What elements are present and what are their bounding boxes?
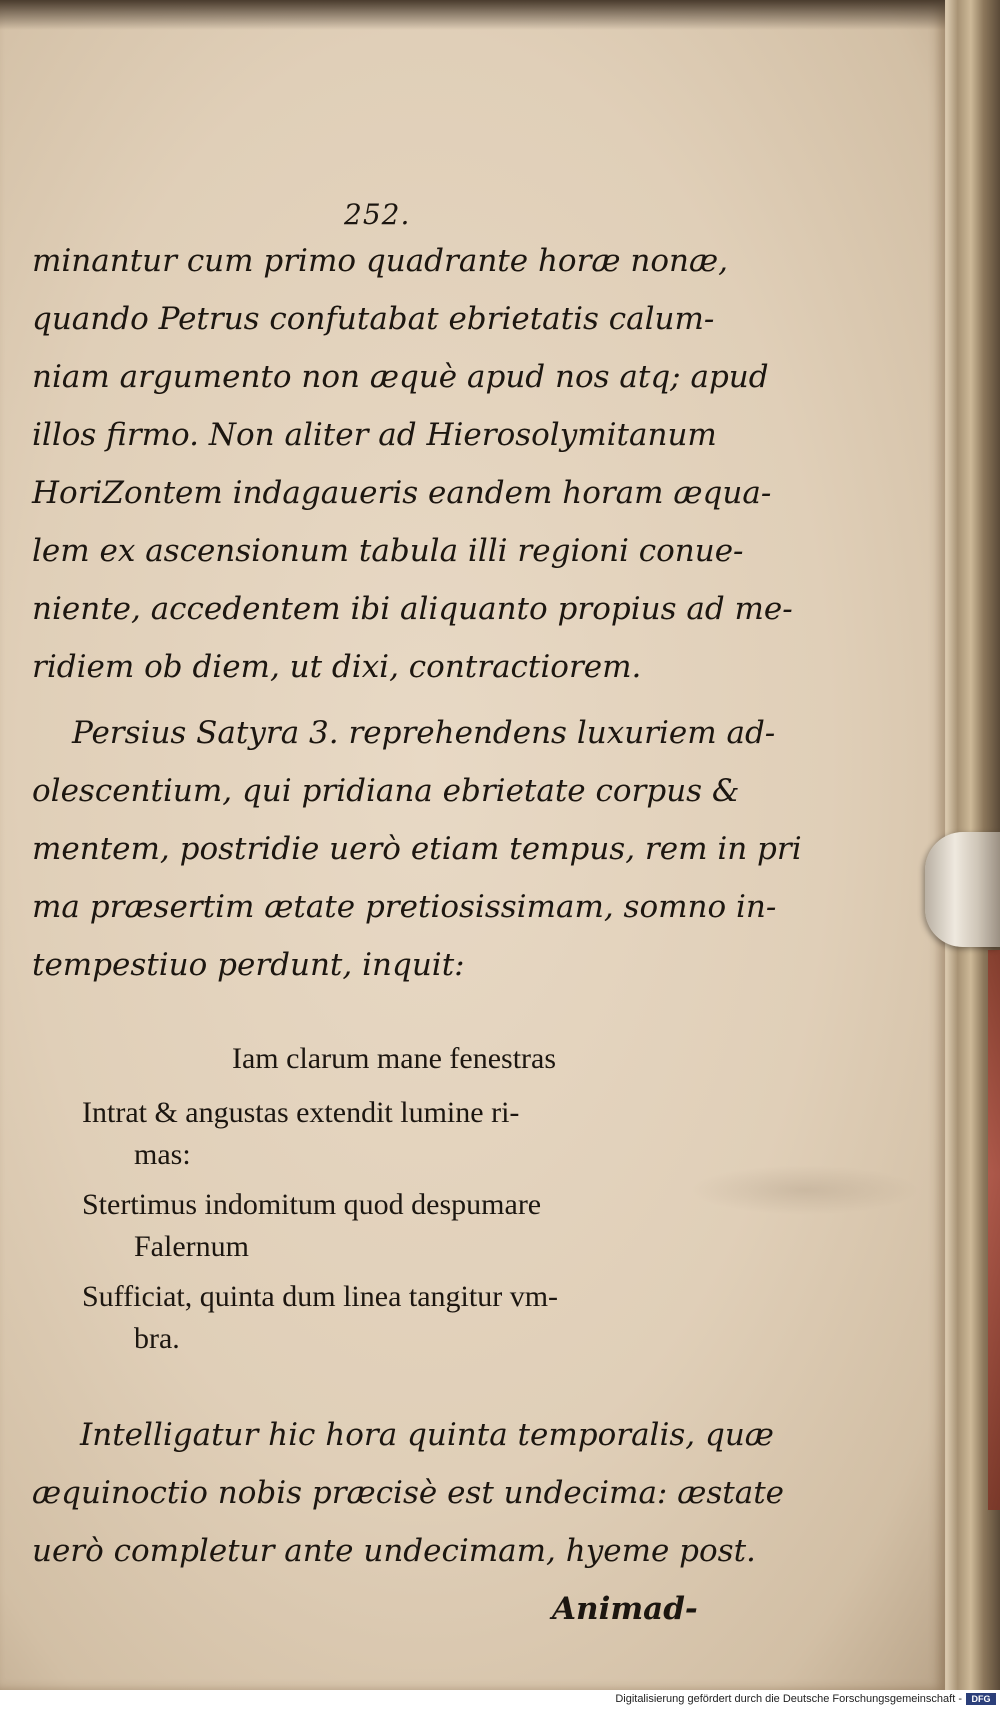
text-line: minantur cum primo quadrante horæ nonæ, — [32, 243, 728, 279]
digitization-footer — [0, 1690, 1000, 1709]
text-line: HoriZontem indagaueris eandem horam æqua- — [32, 475, 772, 511]
page-number: 252. — [344, 198, 411, 231]
metal-clasp — [925, 832, 1000, 947]
text-line: lem ex ascensionum tabula illi regioni conue- — [32, 533, 744, 569]
verse-line: Sufficiat, quinta dum linea tangitur vm- — [82, 1280, 559, 1313]
verse-line: Intrat & angustas extendit lumine ri- — [82, 1096, 520, 1129]
text-line: uerò completur ante undecimam, hyeme post. — [32, 1533, 756, 1569]
text-line: mentem, postridie uerò etiam tempus, rem in pri — [32, 831, 802, 867]
red-page-edges — [988, 950, 1000, 1510]
verse-line: mas: — [134, 1138, 191, 1171]
text-line: tempestiuo perdunt, inquit: — [32, 947, 465, 983]
text-line: illos firmo. Non aliter ad Hierosolymitanum — [32, 417, 717, 453]
bleed-through-smudge — [690, 1165, 920, 1215]
dfg-logo: DFG — [966, 1693, 996, 1705]
footer-credit: Digitalisierung gefördert durch die Deutsche Forschungsgemeinschaft - — [615, 1693, 962, 1705]
text-line: quando Petrus confutabat ebrietatis calum- — [32, 301, 715, 337]
verse-line: Iam clarum mane fenestras — [232, 1042, 557, 1075]
page-top-shadow — [0, 0, 945, 30]
text-line: ridiem ob diem, ut dixi, contractiorem. — [32, 649, 642, 685]
text-line: Persius Satyra 3. reprehendens luxuriem ad- — [72, 715, 776, 751]
text-line: Intelligatur hic hora quinta temporalis, quæ — [80, 1417, 774, 1453]
verse-line: Falernum — [134, 1230, 249, 1263]
text-line: æquinoctio nobis præcisè est undecima: æstate — [32, 1475, 785, 1511]
text-line: niente, accedentem ibi aliquanto propius ad me- — [32, 591, 793, 627]
catchword: Animad- — [552, 1591, 698, 1627]
text-line: ma præsertim ætate pretiosissimam, somno in- — [32, 889, 777, 925]
text-line: niam argumento non æquè apud nos atq; apud — [32, 359, 769, 395]
verse-line: bra. — [134, 1322, 180, 1355]
text-line: olescentium, qui pridiana ebrietate corpus & — [32, 773, 740, 809]
verse-line: Stertimus indomitum quod despumare — [82, 1188, 542, 1221]
